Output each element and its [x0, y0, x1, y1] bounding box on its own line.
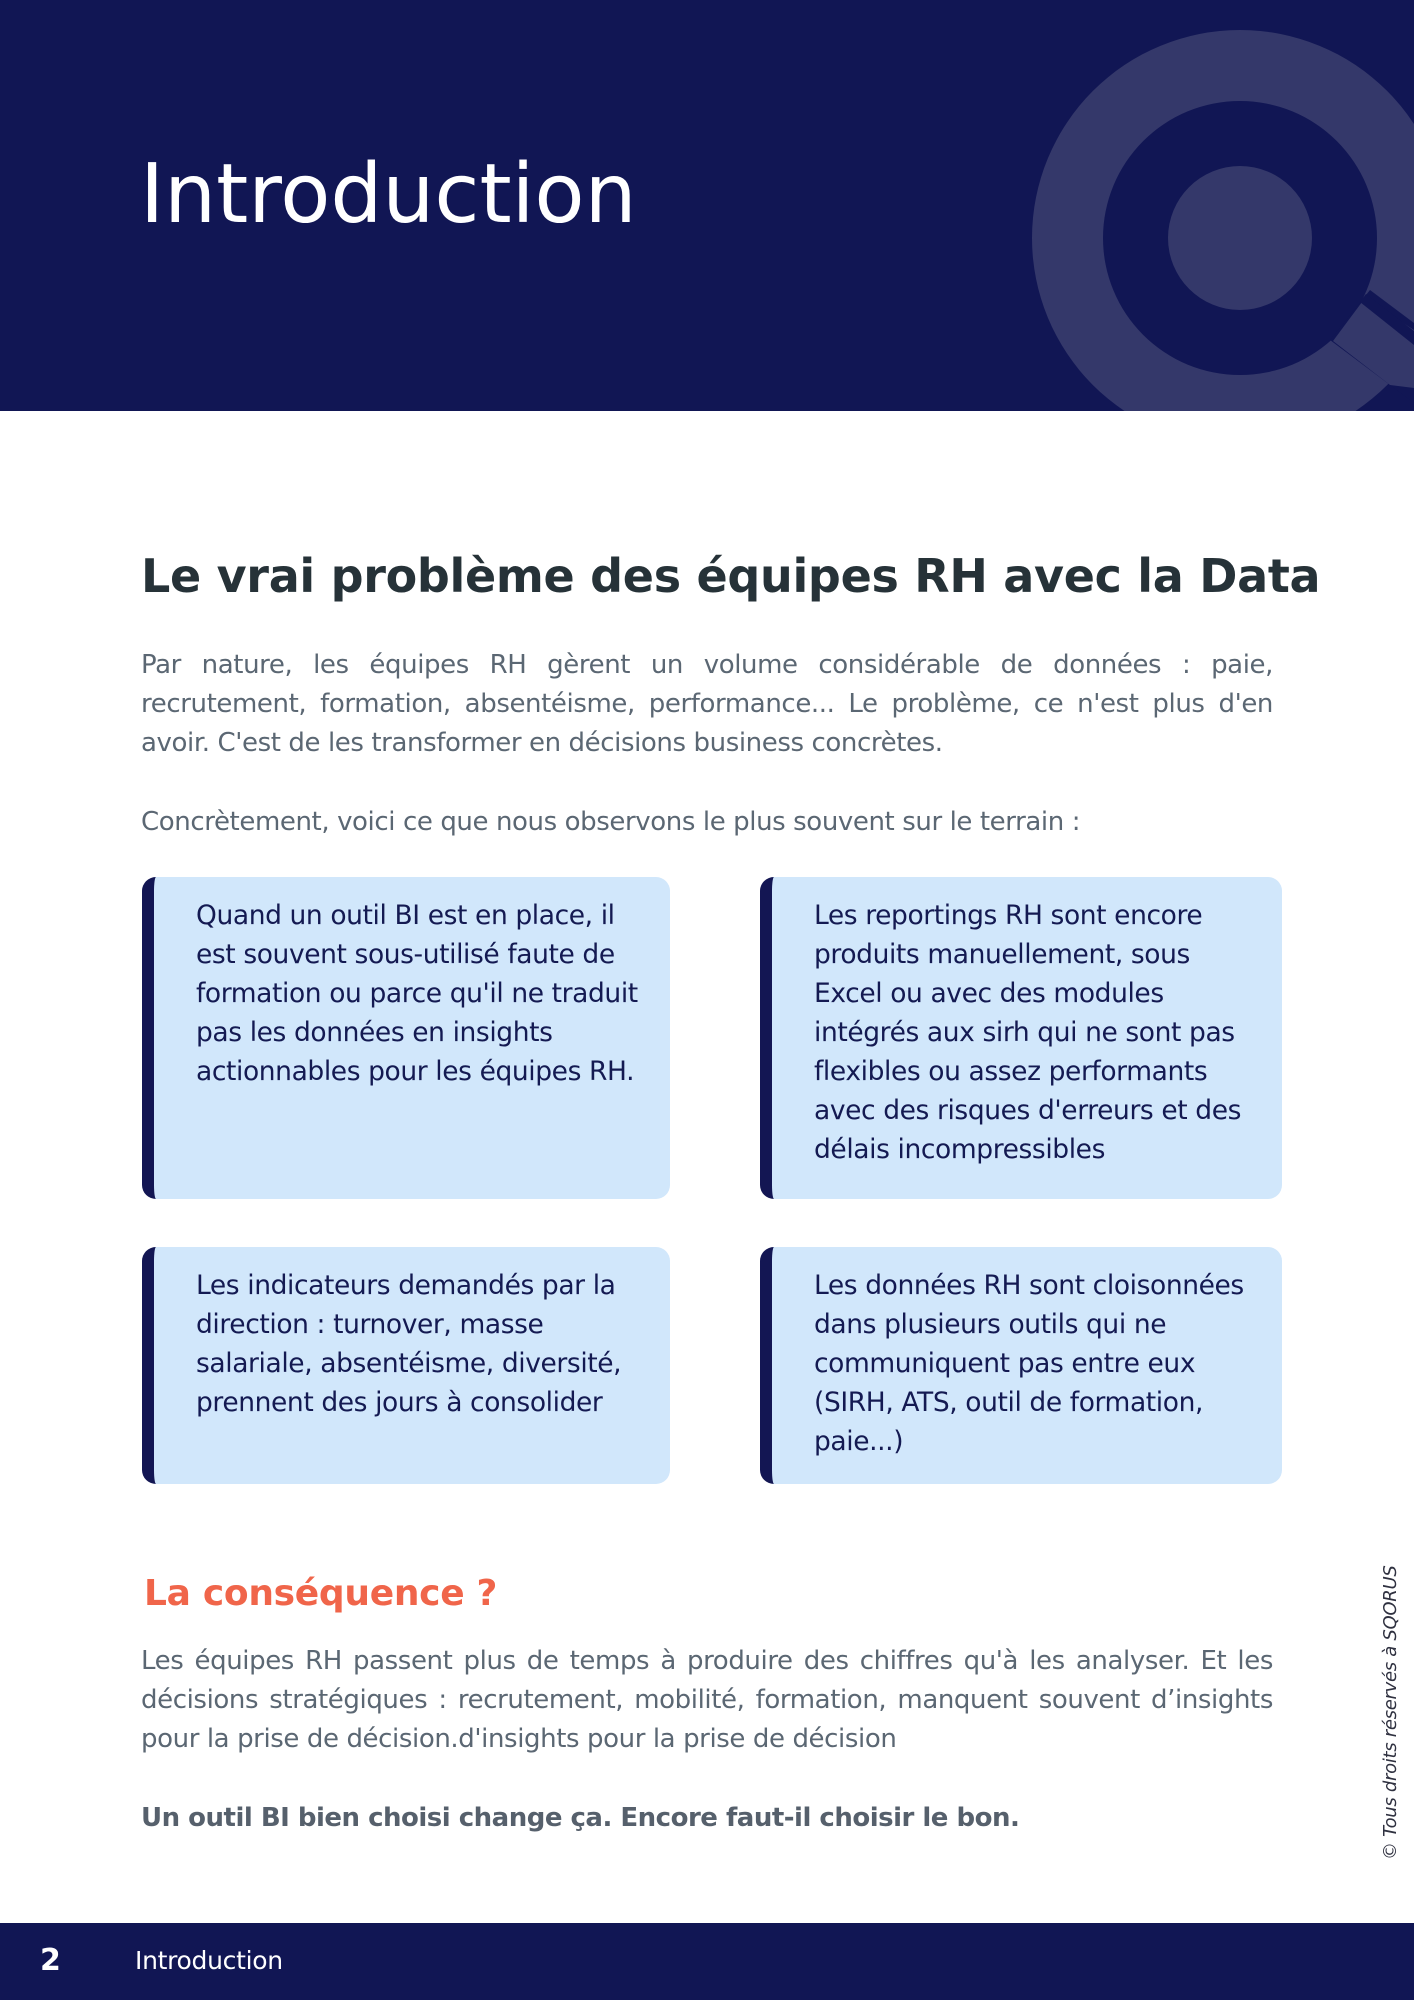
intro-paragraph: Par nature, les équipes RH gèrent un volume considérable de données : paie, recrutement, formation, absentéisme, performance... Le problème, ce n'est plus d'en avoir. C'est de les transformer en décisions business concrètes.	[141, 650, 1273, 758]
problem-card-text: Les reportings RH sont encore produits manuellement, sous Excel ou avec des modules intégrés aux sirh qui ne sont pas flexibles ou assez performants avec des risques d'erreurs et des délais incompressibles	[814, 900, 1242, 1165]
sqorus-q-logo-icon	[1000, 0, 1414, 411]
footer-section-label: Introduction	[135, 1946, 283, 1975]
page-header	[0, 0, 1414, 411]
consequence-title: La conséquence ?	[144, 1573, 498, 1614]
lead-in-text: Concrètement, voici ce que nous observons le plus souvent sur le terrain :	[141, 807, 1081, 837]
section-title: Le vrai problème des équipes RH avec la Data	[141, 549, 1321, 603]
problem-card	[760, 1247, 1282, 1484]
problem-card	[142, 877, 670, 1199]
problem-card-text: Les indicateurs demandés par la direction : turnover, masse salariale, absentéisme, diversité, prennent des jours à consolider	[196, 1270, 622, 1418]
problem-card-text: Les données RH sont cloisonnées dans plusieurs outils qui ne communiquent pas entre eux (SIRH, ATS, outil de formation, paie...)	[814, 1270, 1244, 1457]
page-footer	[0, 1923, 1414, 2000]
page-title: Introduction	[140, 147, 637, 242]
logo-inner-disc	[1168, 166, 1312, 310]
problem-card	[760, 877, 1282, 1199]
problem-card-text: Quand un outil BI est en place, il est souvent sous-utilisé faute de formation ou parce qu'il ne traduit pas les données en insights actionnables pour les équipes RH.	[196, 900, 638, 1087]
page-number: 2	[40, 1943, 61, 1978]
copyright-notice: © Tous droits réservés à SQORUS	[1380, 1565, 1401, 1860]
problem-card	[142, 1247, 670, 1484]
consequence-paragraph: Les équipes RH passent plus de temps à produire des chiffres qu'à les analyser. Et les décisions stratégiques : recrutement, mobilité, formation, manquent souvent d’insights pour la prise de décision.d'insights pour la prise de décision	[141, 1646, 1273, 1754]
closing-statement: Un outil BI bien choisi change ça. Encore faut-il choisir le bon.	[141, 1803, 1020, 1833]
